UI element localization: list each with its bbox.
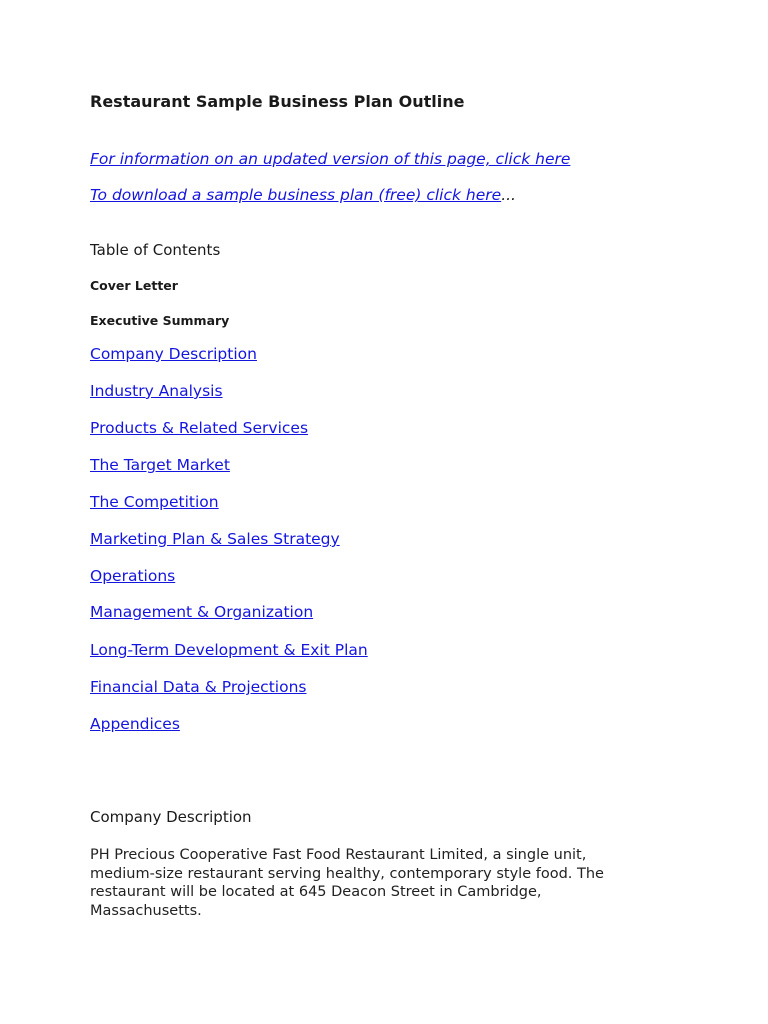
toc-link-financial-data[interactable]: Financial Data & Projections [90, 678, 307, 696]
section-heading-company-description: Company Description [90, 808, 252, 826]
toc-link-target-market[interactable]: The Target Market [90, 456, 230, 474]
toc-heading: Table of Contents [90, 241, 221, 259]
toc-item-executive-summary: Executive Summary [90, 313, 230, 328]
toc-link-marketing-plan[interactable]: Marketing Plan & Sales Strategy [90, 530, 340, 548]
toc-item-cover-letter: Cover Letter [90, 278, 178, 293]
toc-link-products-services[interactable]: Products & Related Services [90, 419, 309, 437]
download-plan-suffix: ... [501, 186, 516, 204]
update-info-link[interactable]: For information on an updated version of this page, click here [90, 150, 571, 168]
section-body-company-description: PH Precious Cooperative Fast Food Restaurant Limited, a single unit, medium-size restaurant serving healthy, contemporary style food. The restaurant will be located at 645 Deacon Street in Cambridge, Massachusetts. [90, 847, 604, 919]
toc-link-operations[interactable]: Operations [90, 567, 176, 585]
download-plan-link[interactable]: To download a sample business plan (free) click here [90, 186, 502, 204]
page-title: Restaurant Sample Business Plan Outline [90, 92, 465, 111]
toc-link-industry-analysis[interactable]: Industry Analysis [90, 382, 223, 400]
toc-link-long-term-development[interactable]: Long-Term Development & Exit Plan [90, 641, 368, 659]
update-info-line [90, 150, 570, 168]
toc-link-competition[interactable]: The Competition [90, 493, 219, 511]
toc-link-company-description[interactable]: Company Description [90, 345, 257, 363]
download-plan-line [90, 186, 516, 204]
toc-link-management[interactable]: Management & Organization [90, 603, 314, 621]
toc-link-appendices[interactable]: Appendices [90, 715, 180, 733]
